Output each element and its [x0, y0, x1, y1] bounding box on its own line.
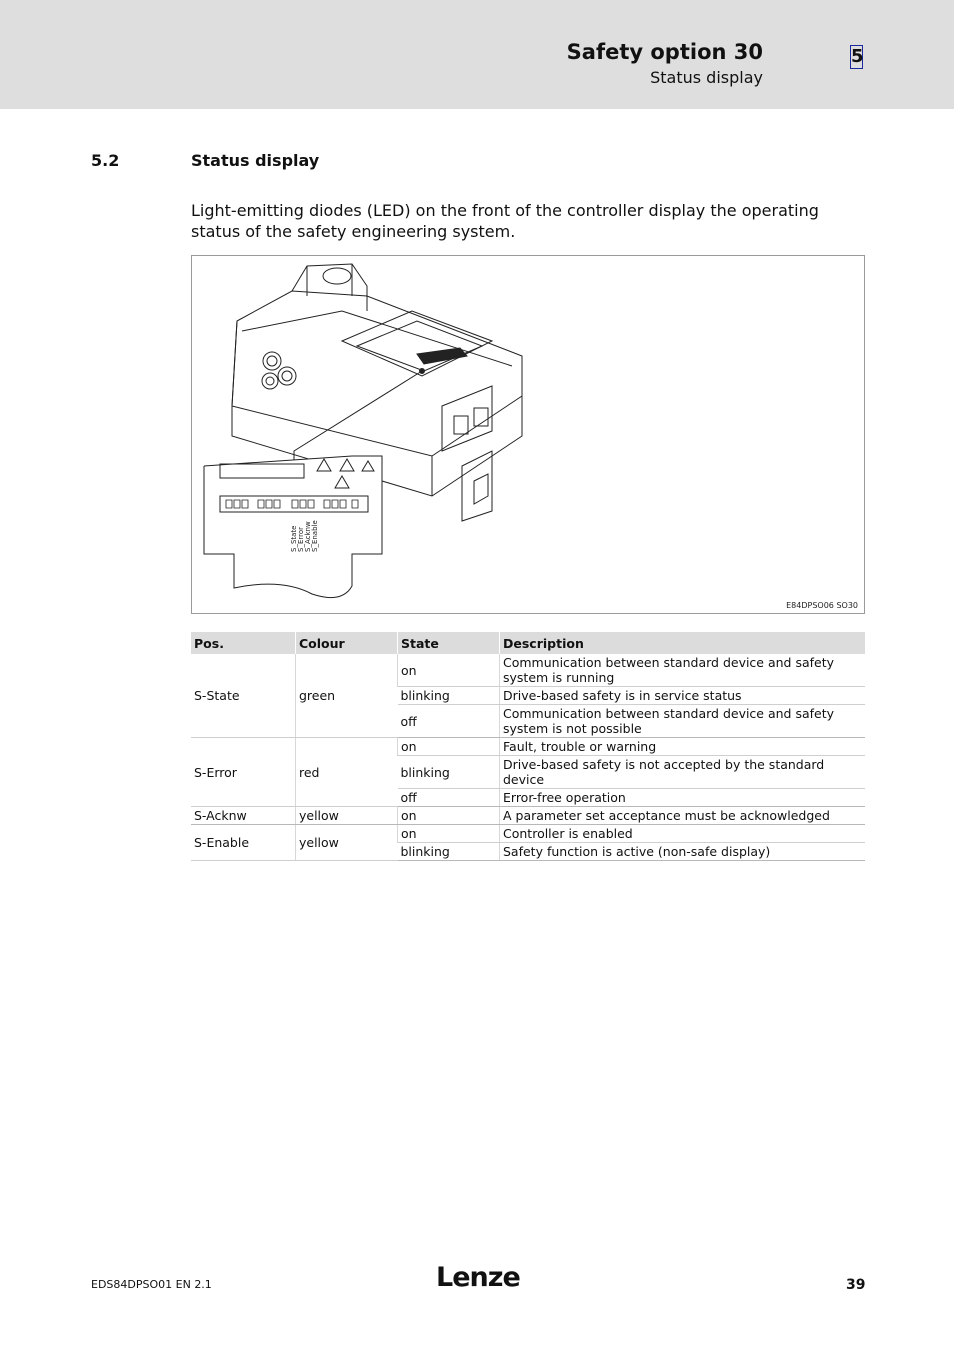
pos-cell: S-Acknw	[191, 807, 296, 825]
table-row	[191, 738, 865, 756]
intro-paragraph: Light-emitting diodes (LED) on the front of the controller display the operating status of the safety engineering system.	[191, 201, 819, 241]
chapter-subtitle: Status display	[650, 68, 763, 87]
section-title: Status display	[191, 151, 320, 170]
table-row	[191, 825, 865, 843]
description-cell: Safety function is active (non-safe display)	[500, 843, 866, 861]
controller-figure	[191, 255, 865, 614]
pos-cell: S-State	[191, 654, 296, 738]
chapter-title: Safety option 30	[566, 40, 763, 64]
led-label-enable: S_Enable	[311, 520, 319, 552]
led-label-state: S_State	[290, 525, 298, 552]
description-cell: Communication between standard device and safety system is running	[500, 654, 866, 687]
description-cell: Controller is enabled	[500, 825, 866, 843]
state-cell: off	[398, 789, 500, 807]
description-cell: Error-free operation	[500, 789, 866, 807]
lenze-logo: Lenze	[436, 1262, 520, 1293]
section-number: 5.2	[91, 151, 120, 170]
description-cell: Drive-based safety is in service status	[500, 687, 866, 705]
led-label-acknw: S_Acknw	[304, 521, 312, 552]
figure-code: E84DPSO06 SO30	[786, 601, 858, 610]
pos-cell: S-Enable	[191, 825, 296, 861]
state-cell: on	[398, 825, 500, 843]
colour-cell: yellow	[296, 807, 398, 825]
header-description: Description	[500, 632, 866, 654]
controller-illustration	[192, 256, 864, 613]
chapter-number-badge[interactable]: 5	[851, 46, 864, 67]
header-pos: Pos.	[191, 632, 296, 654]
table-row	[191, 807, 865, 825]
state-cell: on	[398, 807, 500, 825]
description-cell: A parameter set acceptance must be acknowledged	[500, 807, 866, 825]
state-cell: blinking	[398, 756, 500, 789]
document-id: EDS84DPSO01 EN 2.1	[91, 1278, 212, 1291]
colour-cell: green	[296, 654, 398, 738]
state-cell: on	[398, 738, 500, 756]
state-cell: on	[398, 654, 500, 687]
description-cell: Drive-based safety is not accepted by the standard device	[500, 756, 866, 789]
state-cell: blinking	[398, 843, 500, 861]
led-label-error: S_Error	[297, 526, 305, 552]
pos-cell: S-Error	[191, 738, 296, 807]
page-number: 39	[846, 1277, 866, 1293]
state-cell: blinking	[398, 687, 500, 705]
table-header-row	[191, 632, 865, 654]
colour-cell: red	[296, 738, 398, 807]
page-header	[0, 0, 954, 109]
description-cell: Communication between standard device and safety system is not possible	[500, 705, 866, 738]
led-status-table	[191, 632, 865, 861]
header-colour: Colour	[296, 632, 398, 654]
state-cell: off	[398, 705, 500, 738]
header-state: State	[398, 632, 500, 654]
description-cell: Fault, trouble or warning	[500, 738, 866, 756]
table-row	[191, 654, 865, 687]
colour-cell: yellow	[296, 825, 398, 861]
